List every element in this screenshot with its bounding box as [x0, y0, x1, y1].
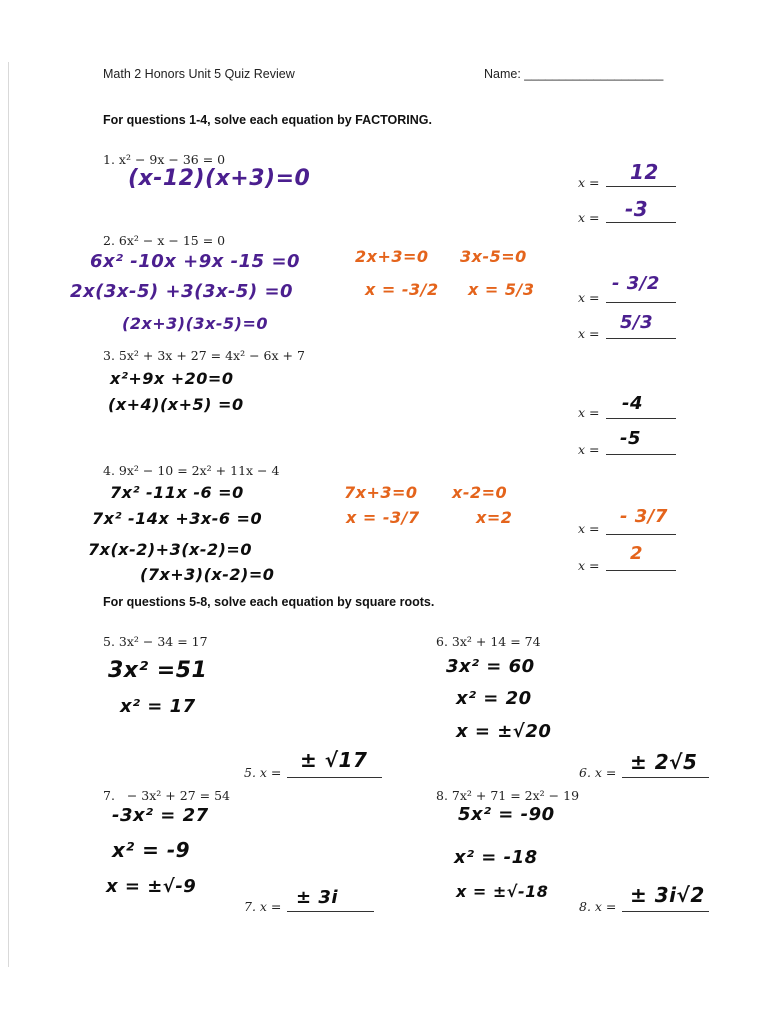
q2-number: 2. [103, 233, 115, 248]
q3-equation: 5x² + 3x + 27 = 4x² − 6x + 7 [118, 348, 305, 363]
page-edge [8, 62, 9, 967]
q5-work-1: 3x² =51 [108, 658, 208, 683]
q2-work-3: (2x+3)(3x-5)=0 [122, 314, 269, 333]
q8-work-1: 5x² = -90 [458, 804, 555, 825]
q7-problem [103, 788, 230, 803]
section2-instruction: For questions 5-8, solve each equation by square roots. [103, 595, 435, 609]
worksheet-title: Math 2 Honors Unit 5 Quiz Review [103, 67, 295, 81]
q8-equation: 7x² + 71 = 2x² − 19 [451, 788, 580, 803]
q4-equation: 9x² − 10 = 2x² + 11x − 4 [118, 463, 280, 478]
q2-answer2-label: x = [578, 326, 600, 341]
q4-answer1-label: x = [578, 521, 600, 536]
q8-answer-line [622, 911, 709, 912]
q4-problem [103, 463, 279, 478]
q2-side-1b: x = -3/2 [365, 280, 439, 299]
q1-answer1-label: x = [578, 175, 600, 190]
q4-work-1: 7x² -11x -6 =0 [110, 483, 244, 502]
q6-equation: 3x² + 14 = 74 [451, 634, 541, 649]
q4-side-2a: x-2=0 [452, 483, 508, 502]
q8-answer-label: 8. x = [579, 899, 617, 914]
q1-answer1-line [606, 186, 676, 187]
q8-work-3: x = ±√-18 [456, 882, 549, 901]
section1-instruction: For questions 1-4, solve each equation by FACTORING. [103, 113, 432, 127]
q5-answer-label: 5. x = [244, 765, 282, 780]
q3-answer2-line [606, 454, 676, 455]
q3-answer1: -4 [622, 393, 643, 414]
q8-work-2: x² = -18 [454, 847, 538, 868]
q5-answer-line [287, 777, 382, 778]
q4-number: 4. [103, 463, 115, 478]
q1-number: 1. [103, 152, 115, 167]
q6-work-1: 3x² = 60 [446, 656, 535, 677]
q2-work-1: 6x² -10x +9x -15 =0 [90, 251, 301, 272]
q2-answer2: 5/3 [620, 312, 654, 333]
q8-answer: ± 3i√2 [630, 883, 705, 907]
q6-answer-label: 6. x = [579, 765, 617, 780]
q2-answer1-label: x = [578, 290, 600, 305]
q6-answer-line [622, 777, 709, 778]
q4-side-1a: 7x+3=0 [344, 483, 418, 502]
q6-work-3: x = ±√20 [456, 721, 552, 742]
q2-equation: 6x² − x − 15 = 0 [118, 233, 226, 248]
q4-work-2: 7x² -14x +3x-6 =0 [92, 509, 263, 528]
q5-answer: ± √17 [300, 748, 368, 772]
q8-problem [436, 788, 579, 803]
q2-answer1-line [606, 302, 676, 303]
q6-number: 6. [436, 634, 448, 649]
q7-answer: ± 3i [296, 887, 339, 908]
q2-answer2-line [606, 338, 676, 339]
q3-answer1-label: x = [578, 405, 600, 420]
q1-answer2-label: x = [578, 210, 600, 225]
q1-answer2-line [606, 222, 676, 223]
q5-problem [103, 634, 208, 649]
q1-equation: x² − 9x − 36 = 0 [118, 152, 226, 167]
q6-work-2: x² = 20 [456, 688, 532, 709]
q4-answer2: 2 [630, 543, 644, 564]
q1-answer2: -3 [625, 197, 649, 221]
q7-work-3: x = ±√-9 [106, 876, 197, 897]
q4-work-4: (7x+3)(x-2)=0 [140, 565, 275, 584]
q2-side-2a: 3x-5=0 [460, 247, 527, 266]
q3-answer1-line [606, 418, 676, 419]
q8-number: 8. [436, 788, 448, 803]
q7-answer-label: 7. x = [244, 899, 282, 914]
q4-side-1b: x = -3/7 [346, 508, 420, 527]
q1-problem [103, 152, 225, 167]
q3-answer2: -5 [620, 428, 641, 449]
q4-answer1: - 3/7 [620, 506, 668, 527]
q4-work-3: 7x(x-2)+3(x-2)=0 [88, 540, 252, 559]
q7-work-2: x² = -9 [112, 838, 191, 862]
q7-work-1: -3x² = 27 [112, 805, 209, 826]
q2-work-2: 2x(3x-5) +3(3x-5) =0 [70, 281, 294, 302]
q3-number: 3. [103, 348, 115, 363]
q2-side-1a: 2x+3=0 [355, 247, 429, 266]
q7-number: 7. [103, 788, 115, 803]
q7-answer-line [287, 911, 374, 912]
q5-work-2: x² = 17 [120, 696, 196, 717]
q5-number: 5. [103, 634, 115, 649]
q2-side-2b: x = 5/3 [468, 280, 535, 299]
q2-problem [103, 233, 225, 248]
q3-work-2: (x+4)(x+5) =0 [108, 395, 244, 414]
q3-answer2-label: x = [578, 442, 600, 457]
q7-equation: − 3x² + 27 = 54 [126, 788, 230, 803]
name-field: Name: ____________________ [484, 67, 664, 81]
q6-problem [436, 634, 541, 649]
q4-side-2b: x=2 [476, 508, 513, 527]
q1-answer1: 12 [630, 160, 659, 184]
q2-answer1: - 3/2 [612, 273, 660, 294]
q4-answer2-line [606, 570, 676, 571]
q6-answer: ± 2√5 [630, 750, 698, 774]
q4-answer2-label: x = [578, 558, 600, 573]
q4-answer1-line [606, 534, 676, 535]
q3-problem [103, 348, 305, 363]
q5-equation: 3x² − 34 = 17 [118, 634, 208, 649]
q3-work-1: x²+9x +20=0 [110, 369, 234, 388]
q1-work: (x-12)(x+3)=0 [128, 166, 311, 191]
